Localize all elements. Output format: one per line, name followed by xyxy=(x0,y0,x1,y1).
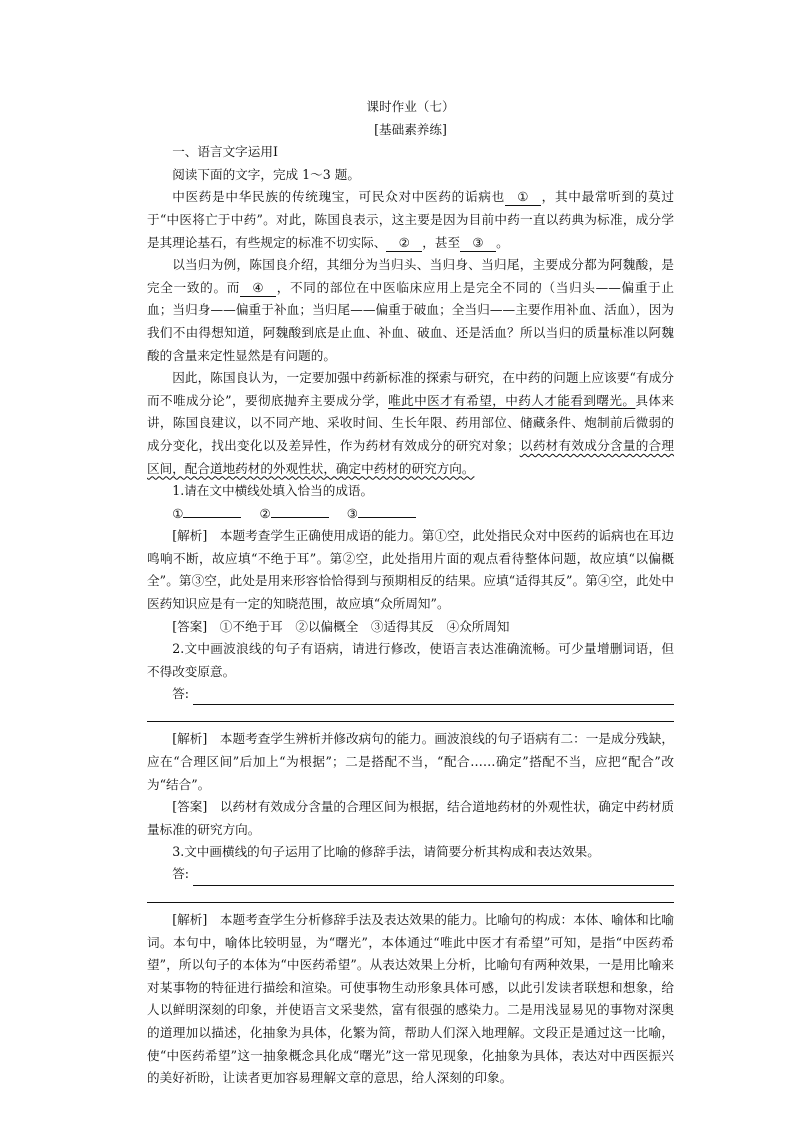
analysis-text: 本题考查学生分析修辞手法及表达效果的能力。比喻句的构成：本体、喻体和比喻词。本句中，喻体比较明显，为“曙光”，本体通过“唯此中医才有希望”可知，是指“中医药希望”，所以句子的本体为“中医药希望”。从表达效果上分析，比喻句有两种效果，一是用比喻来对某事物的特征进行描绘和渲染。可使事物生动形象具体可感，以此引发读者联想和想象，给人以鲜明深刻的印象，并使语言文采斐然，富有很强的感染力。二是用浅显易见的事物对深奥的道理加以描述，化抽象为具体，化繁为简，帮助人们深入地理解。文段正是通过这一比喻，使“中医药希望”这一抽象概念具化成“曙光”这一常见现象，化抽象为具体，表达对中西医振兴的美好祈盼，让读者更加容易理解文章的意思，给人深刻的印象。 xyxy=(147,912,675,1086)
fill-marker-2: ② xyxy=(259,505,271,521)
answer-text: ①不绝于耳 ②以偏概全 ③适得其反 ④众所周知 xyxy=(219,618,510,634)
answer-label: [答案] xyxy=(172,799,208,815)
document-content xyxy=(147,96,674,1090)
answer-line[interactable] xyxy=(147,705,674,722)
blank-2: ② xyxy=(386,235,422,252)
underlined-sentence: 唯此中医才有希望，中药人才能看到曙光。 xyxy=(388,392,636,408)
analysis-text: 本题考查学生正确使用成语的能力。第①空，此处指民众对中医药的诟病也在耳边鸣响不断，故应填“不绝于耳”。第②空，此处指用片面的观点看待整体问题，故应填“以偏概全”。第③空，此处是用来形容恰恰得到与预期相反的结果。应填“适得其反”。第④空，此处中医药知识应是有一定的知晓范围，故应填“众所周知”。 xyxy=(147,528,675,612)
analysis-label: [解析] xyxy=(172,731,208,747)
passage-text: 。 xyxy=(496,234,509,250)
passage-text: 具体来讲，陈国良建议，以不同产地、采收时间、生长年限、药用部位、储藏条件、炮制前后微弱的成分变化，找出变化以及差异性，作为药材有效成分的研究对象； xyxy=(147,392,674,453)
answer-line[interactable] xyxy=(193,871,674,886)
passage-text: ，不同的部位在中医临床应用上是完全不同的（当归头——偏重于止血；当归身——偏重于补血；当归尾——偏重于破血；全当归——主要作用补血、活血），因为我们不由得想知道，阿魏酸到底是止血、补血、破血、还是活血？所以当归的质量标准以阿魏酸的含量来定性显然是有问题的。 xyxy=(147,279,675,363)
answer-text: 以药材有效成分含量的合理区间为根据，结合道地药材的外观性状，确定中药材质量标准的研究方向。 xyxy=(147,799,675,837)
page-subtitle: [基础素养练] xyxy=(374,121,447,137)
page-title: 课时作业（七） xyxy=(366,99,455,114)
passage-text: 中医药是中华民族的传统瑰宝，可民众对中医药的诟病也 xyxy=(172,189,505,205)
answer-line[interactable] xyxy=(193,690,674,705)
question-3-answer-area[interactable] xyxy=(147,864,674,903)
question-2-answer-area[interactable] xyxy=(147,683,674,722)
question-2-stem: 2.文中画波浪线的句子有语病，请进行修改，使语言表达准确流畅。可少量增删词语，但不得改变原意。 xyxy=(147,641,674,679)
fill-line-1[interactable] xyxy=(183,503,241,518)
passage-paragraph-3 xyxy=(147,367,674,480)
question-3-stem: 3.文中画横线的句子运用了比喻的修辞手法，请简要分析其构成和表达效果。 xyxy=(172,844,600,860)
fill-line-3[interactable] xyxy=(358,503,416,518)
passage-text: ，甚至 xyxy=(422,234,461,250)
answer-line[interactable] xyxy=(147,886,674,903)
question-3-analysis xyxy=(147,909,674,1090)
section-instruction: 阅读下面的文字，完成 1～3 题。 xyxy=(172,166,360,182)
question-1-answer xyxy=(147,616,674,639)
passage-text: 因此，陈国良认为，一定要加强中药新标准的探索与研究，在中药的问题上应该要“有成分而不唯成分论”，要彻底抛弃主要成分学， xyxy=(147,370,674,408)
fill-marker-1: ① xyxy=(172,505,184,521)
fill-marker-3: ③ xyxy=(346,505,359,521)
question-1-analysis xyxy=(147,525,674,615)
fill-line-2[interactable] xyxy=(271,503,329,518)
question-1-stem: 1.请在文中横线处填入恰当的成语。 xyxy=(172,483,374,499)
analysis-text: 本题考查学生辨析并修改病句的能力。画波浪线的句子语病有二：一是成分残缺，应在“合理区间”后加上“为根据”；二是搭配不当，“配合……确定”搭配不当，应把“配合”改为“结合”。 xyxy=(147,731,675,792)
passage-text: 以当归为例，陈国良介绍，其细分为当归头、当归身、当归尾，主要成分都为阿魏酸，是完全一致的。而 xyxy=(147,257,674,295)
passage-text: ，其中最常听到的莫过于“中医将亡于中药”。对此，陈国良表示，这主要是因为目前中药一直以药典为标准，成分学是其理论基石，有些规定的标准不切实际、 xyxy=(147,189,675,250)
wavy-underlined-sentence: 以药材有效成分含量的合理区间，配合道地药材的外观性状，确定中药材的研究方向。 xyxy=(147,437,675,476)
answer-prompt: 答: xyxy=(172,685,190,701)
answer-label: [答案] xyxy=(172,618,208,634)
answer-prompt: 答: xyxy=(172,866,190,882)
blank-3: ③ xyxy=(460,235,496,252)
analysis-label: [解析] xyxy=(172,528,208,544)
blank-1: ① xyxy=(505,189,541,206)
blank-4: ④ xyxy=(240,280,276,297)
passage-paragraph-1 xyxy=(147,186,674,254)
analysis-label: [解析] xyxy=(172,912,208,927)
section-heading: 一、语言文字运用Ⅰ xyxy=(172,144,278,160)
question-2-answer xyxy=(147,796,674,841)
question-1-fill-row xyxy=(147,503,674,526)
question-2-analysis xyxy=(147,728,674,796)
passage-paragraph-2 xyxy=(147,254,674,367)
